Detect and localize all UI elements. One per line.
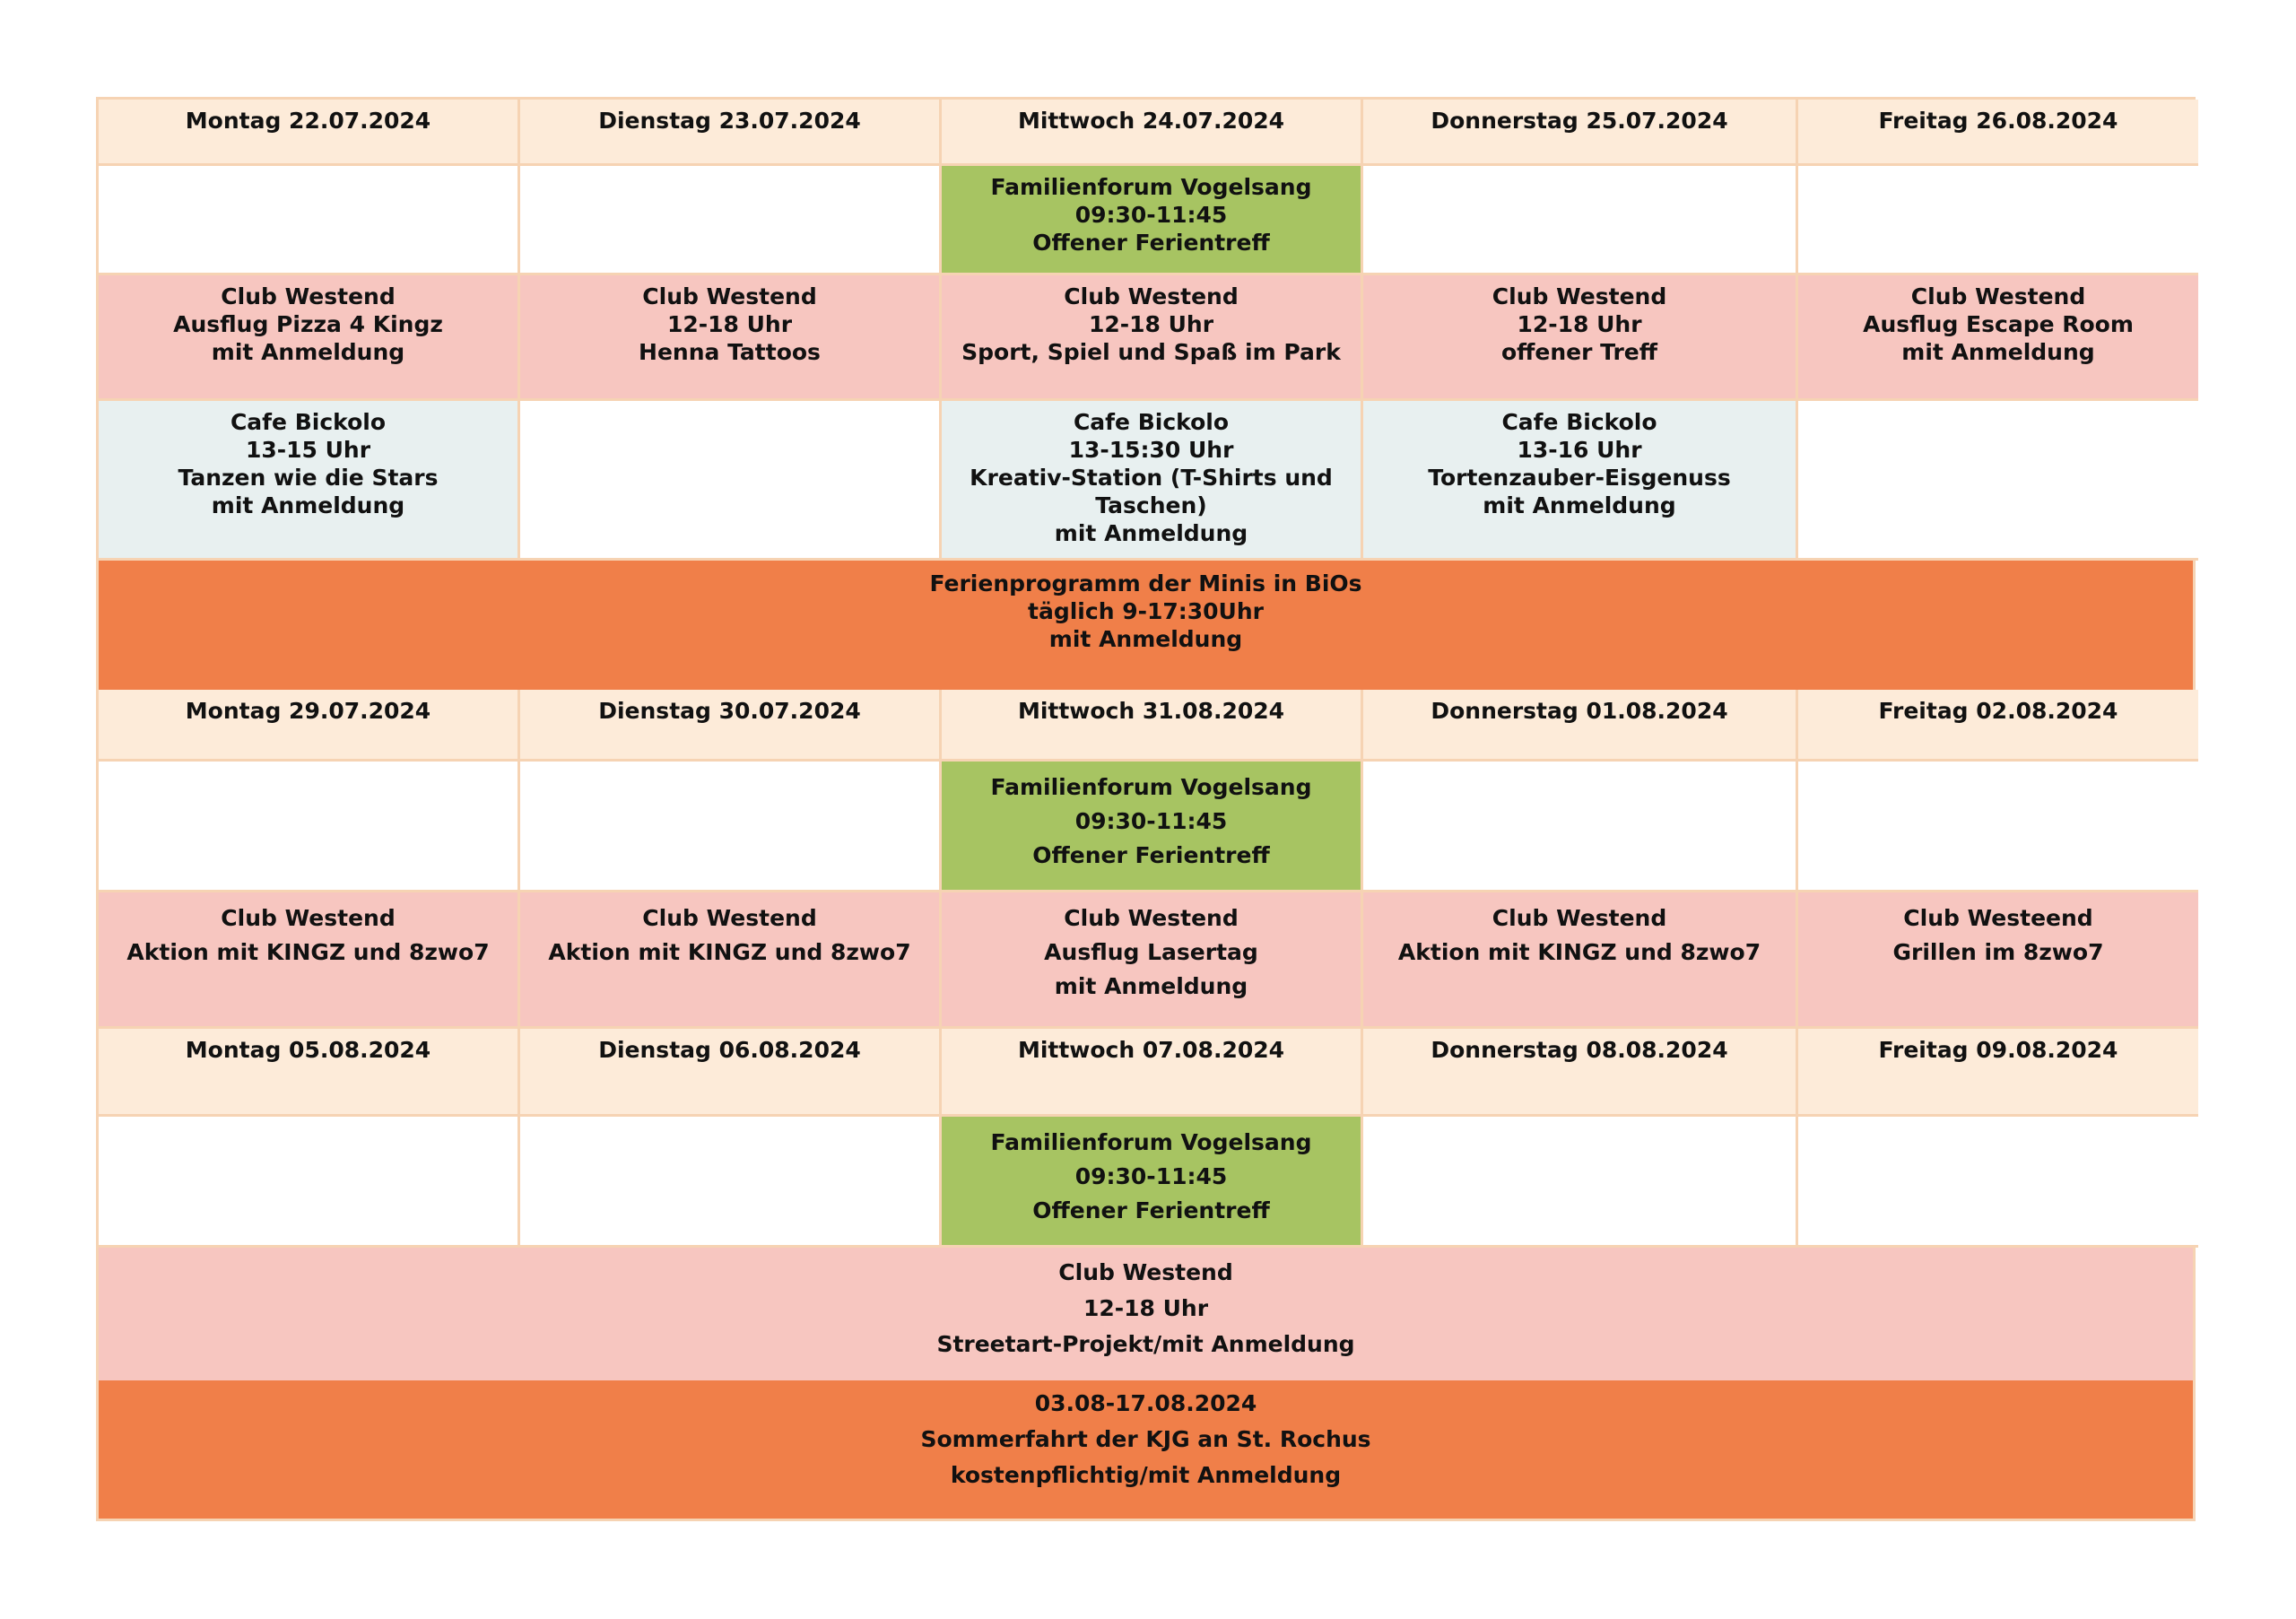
club-event: Club Westend Aktion mit KINGZ und 8zwo7: [99, 892, 520, 1029]
day-header: Montag 22.07.2024: [99, 100, 520, 166]
empty-cell: [520, 401, 942, 561]
schedule-sheet: [96, 97, 2196, 1521]
empty-cell: [520, 762, 942, 892]
day-header: Donnerstag 08.08.2024: [1363, 1029, 1798, 1117]
familienforum-event: Familienforum Vogelsang 09:30-11:45 Offener Ferientreff: [942, 166, 1363, 275]
week1-day-header-row: [99, 100, 2193, 166]
club-event: Club Westend Aktion mit KINGZ und 8zwo7: [520, 892, 942, 1029]
club-event: Club Westend Aktion mit KINGZ und 8zwo7: [1363, 892, 1798, 1029]
club-event: Club Westend 12-18 Uhr offener Treff: [1363, 275, 1798, 401]
cafe-event: Cafe Bickolo 13-15:30 Uhr Kreativ-Station (T-Shirts und Taschen) mit Anmeldung: [942, 401, 1363, 561]
day-header: Freitag 26.08.2024: [1798, 100, 2198, 166]
day-header: Freitag 09.08.2024: [1798, 1029, 2198, 1117]
club-event: Club Westend Ausflug Escape Room mit Anmeldung: [1798, 275, 2198, 401]
empty-cell: [99, 166, 520, 275]
empty-cell: [1798, 166, 2198, 275]
cafe-event: Cafe Bickolo 13-16 Uhr Tortenzauber-Eisgenuss mit Anmeldung: [1363, 401, 1798, 561]
day-header: Mittwoch 31.08.2024: [942, 690, 1363, 762]
sommerfahrt-band: 03.08-17.08.2024 Sommerfahrt der KJG an St. Rochus kostenpflichtig/mit Anmeldung: [99, 1380, 2193, 1519]
week1-morning-row: [99, 166, 2193, 275]
club-event: Club Westend 12-18 Uhr Henna Tattoos: [520, 275, 942, 401]
familienforum-event: Familienforum Vogelsang 09:30-11:45 Offener Ferientreff: [942, 762, 1363, 892]
day-header: Montag 05.08.2024: [99, 1029, 520, 1117]
club-event: Club Westeend Grillen im 8zwo7: [1798, 892, 2198, 1029]
day-header: Montag 29.07.2024: [99, 690, 520, 762]
day-header: Mittwoch 24.07.2024: [942, 100, 1363, 166]
day-header: Dienstag 06.08.2024: [520, 1029, 942, 1117]
club-event: Club Westend 12-18 Uhr Sport, Spiel und Spaß im Park: [942, 275, 1363, 401]
empty-cell: [520, 166, 942, 275]
day-header: Freitag 02.08.2024: [1798, 690, 2198, 762]
day-header: Dienstag 30.07.2024: [520, 690, 942, 762]
empty-cell: [1363, 1117, 1798, 1248]
empty-cell: [1798, 1117, 2198, 1248]
day-header: Dienstag 23.07.2024: [520, 100, 942, 166]
week3-morning-row: [99, 1117, 2193, 1248]
club-event: Club Westend Ausflug Pizza 4 Kingz mit Anmeldung: [99, 275, 520, 401]
ferienprogramm-band: Ferienprogramm der Minis in BiOs täglich 9-17:30Uhr mit Anmeldung: [99, 561, 2193, 690]
day-header: Donnerstag 25.07.2024: [1363, 100, 1798, 166]
day-header: Donnerstag 01.08.2024: [1363, 690, 1798, 762]
empty-cell: [1798, 762, 2198, 892]
week1-club-row: [99, 275, 2193, 401]
day-header: Mittwoch 07.08.2024: [942, 1029, 1363, 1117]
familienforum-event: Familienforum Vogelsang 09:30-11:45 Offener Ferientreff: [942, 1117, 1363, 1248]
club-event: Club Westend Ausflug Lasertag mit Anmeldung: [942, 892, 1363, 1029]
empty-cell: [1363, 166, 1798, 275]
week2-club-row: [99, 892, 2193, 1029]
empty-cell: [1363, 762, 1798, 892]
week2-day-header-row: [99, 690, 2193, 762]
week1-cafe-row: [99, 401, 2193, 561]
empty-cell: [1798, 401, 2198, 561]
empty-cell: [99, 762, 520, 892]
week3-day-header-row: [99, 1029, 2193, 1117]
week2-morning-row: [99, 762, 2193, 892]
streetart-band: Club Westend 12-18 Uhr Streetart-Projekt/mit Anmeldung: [99, 1248, 2193, 1380]
empty-cell: [520, 1117, 942, 1248]
cafe-event: Cafe Bickolo 13-15 Uhr Tanzen wie die Stars mit Anmeldung: [99, 401, 520, 561]
empty-cell: [99, 1117, 520, 1248]
